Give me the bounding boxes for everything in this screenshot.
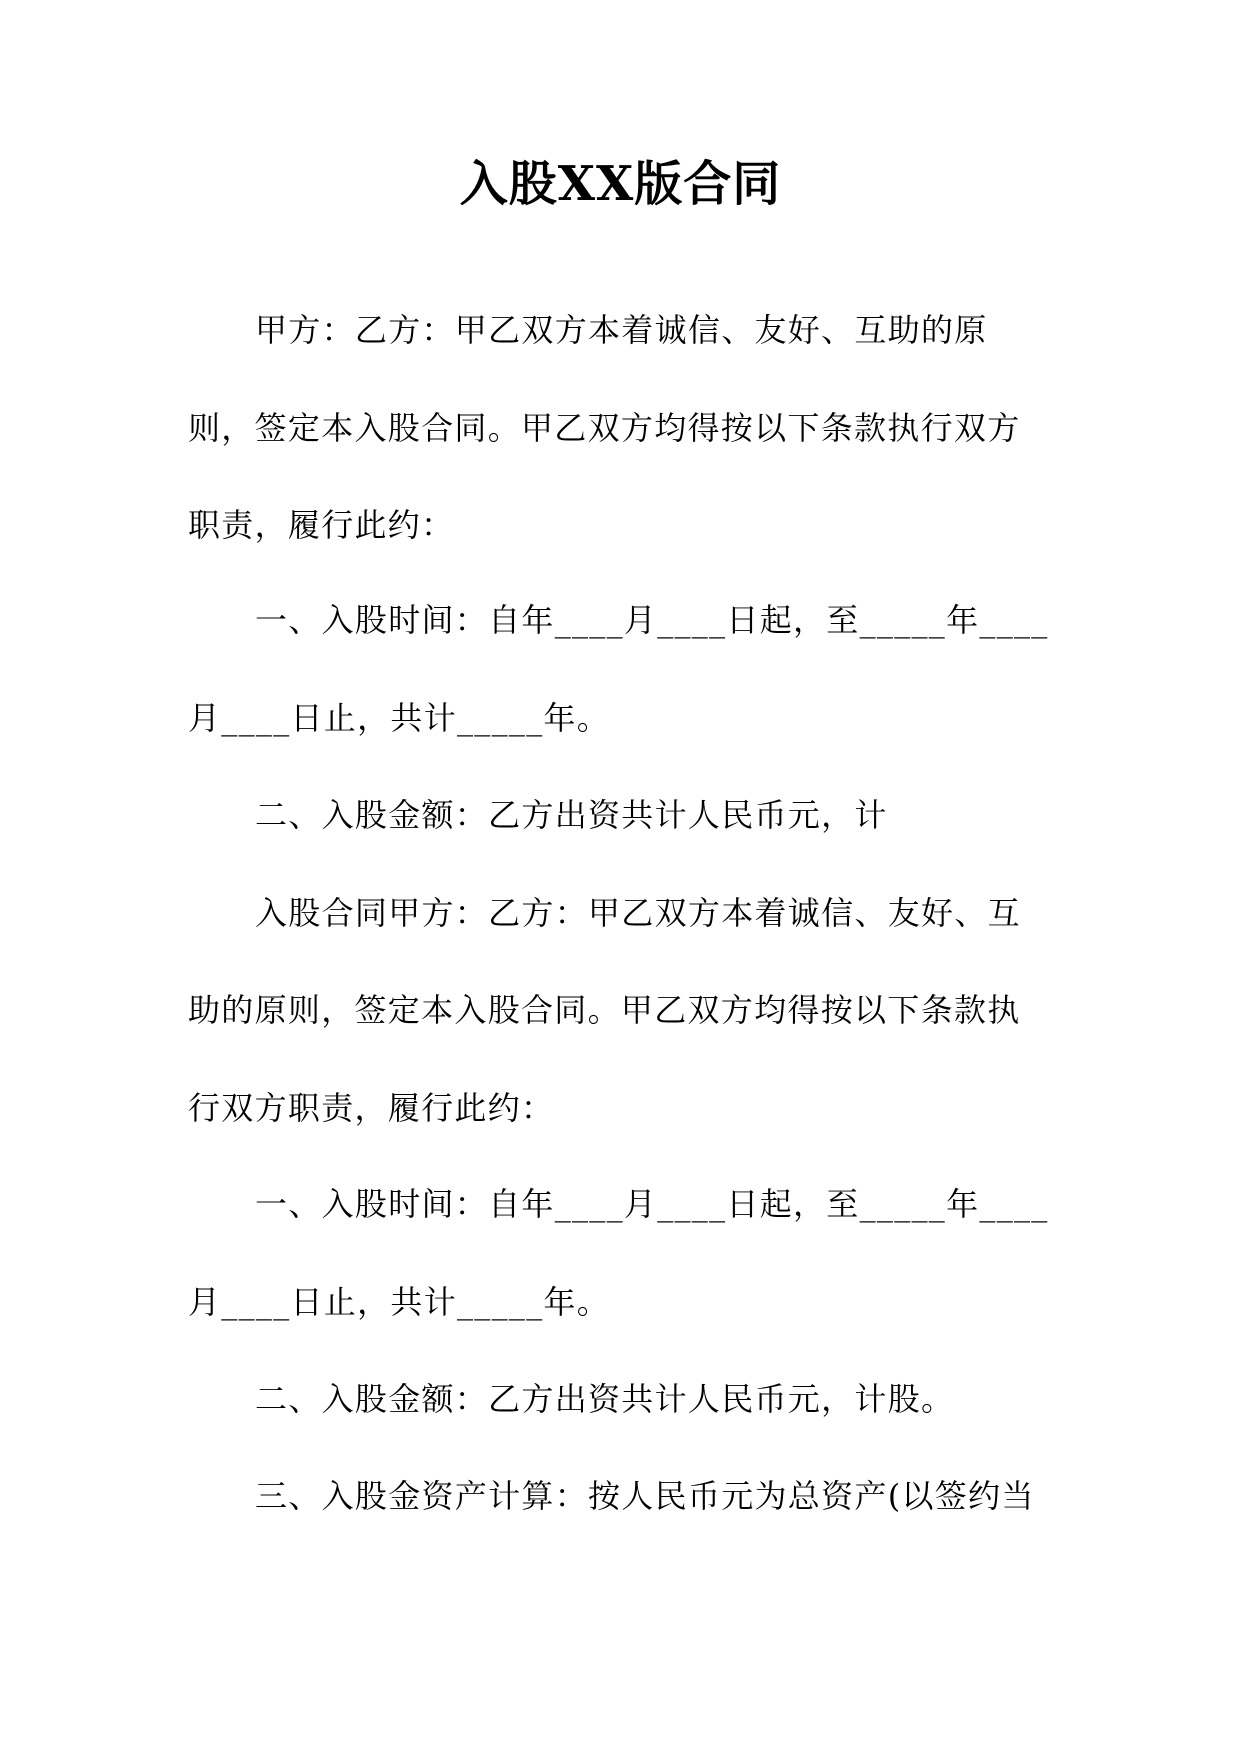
- text-line: 月____日止，共计_____年。: [188, 1283, 611, 1321]
- text-line: 三、入股金资产计算：按人民币元为总资产(以签约当: [255, 1477, 1035, 1515]
- text-line: 入股合同甲方：乙方：甲乙双方本着诚信、友好、互: [255, 894, 1021, 932]
- text-line: 一、入股时间：自年____月____日起，至_____年____: [255, 601, 1049, 639]
- text-line: 则，签定本入股合同。甲乙双方均得按以下条款执行双方: [188, 409, 1021, 447]
- text-line: 二、入股金额：乙方出资共计人民币元，计股。: [255, 1380, 955, 1418]
- text-line: 职责，履行此约：: [188, 506, 455, 544]
- text-line: 二、入股金额：乙方出资共计人民币元，计: [255, 796, 888, 834]
- text-line: 助的原则，签定本入股合同。甲乙双方均得按以下条款执: [188, 991, 1021, 1029]
- text-line: 行双方职责，履行此约：: [188, 1089, 555, 1127]
- text-line: 一、入股时间：自年____月____日起，至_____年____: [255, 1185, 1049, 1223]
- text-line: 月____日止，共计_____年。: [188, 699, 611, 737]
- document-title: 入股XX版合同: [459, 156, 782, 212]
- text-line: 甲方：乙方：甲乙双方本着诚信、友好、互助的原: [255, 311, 988, 349]
